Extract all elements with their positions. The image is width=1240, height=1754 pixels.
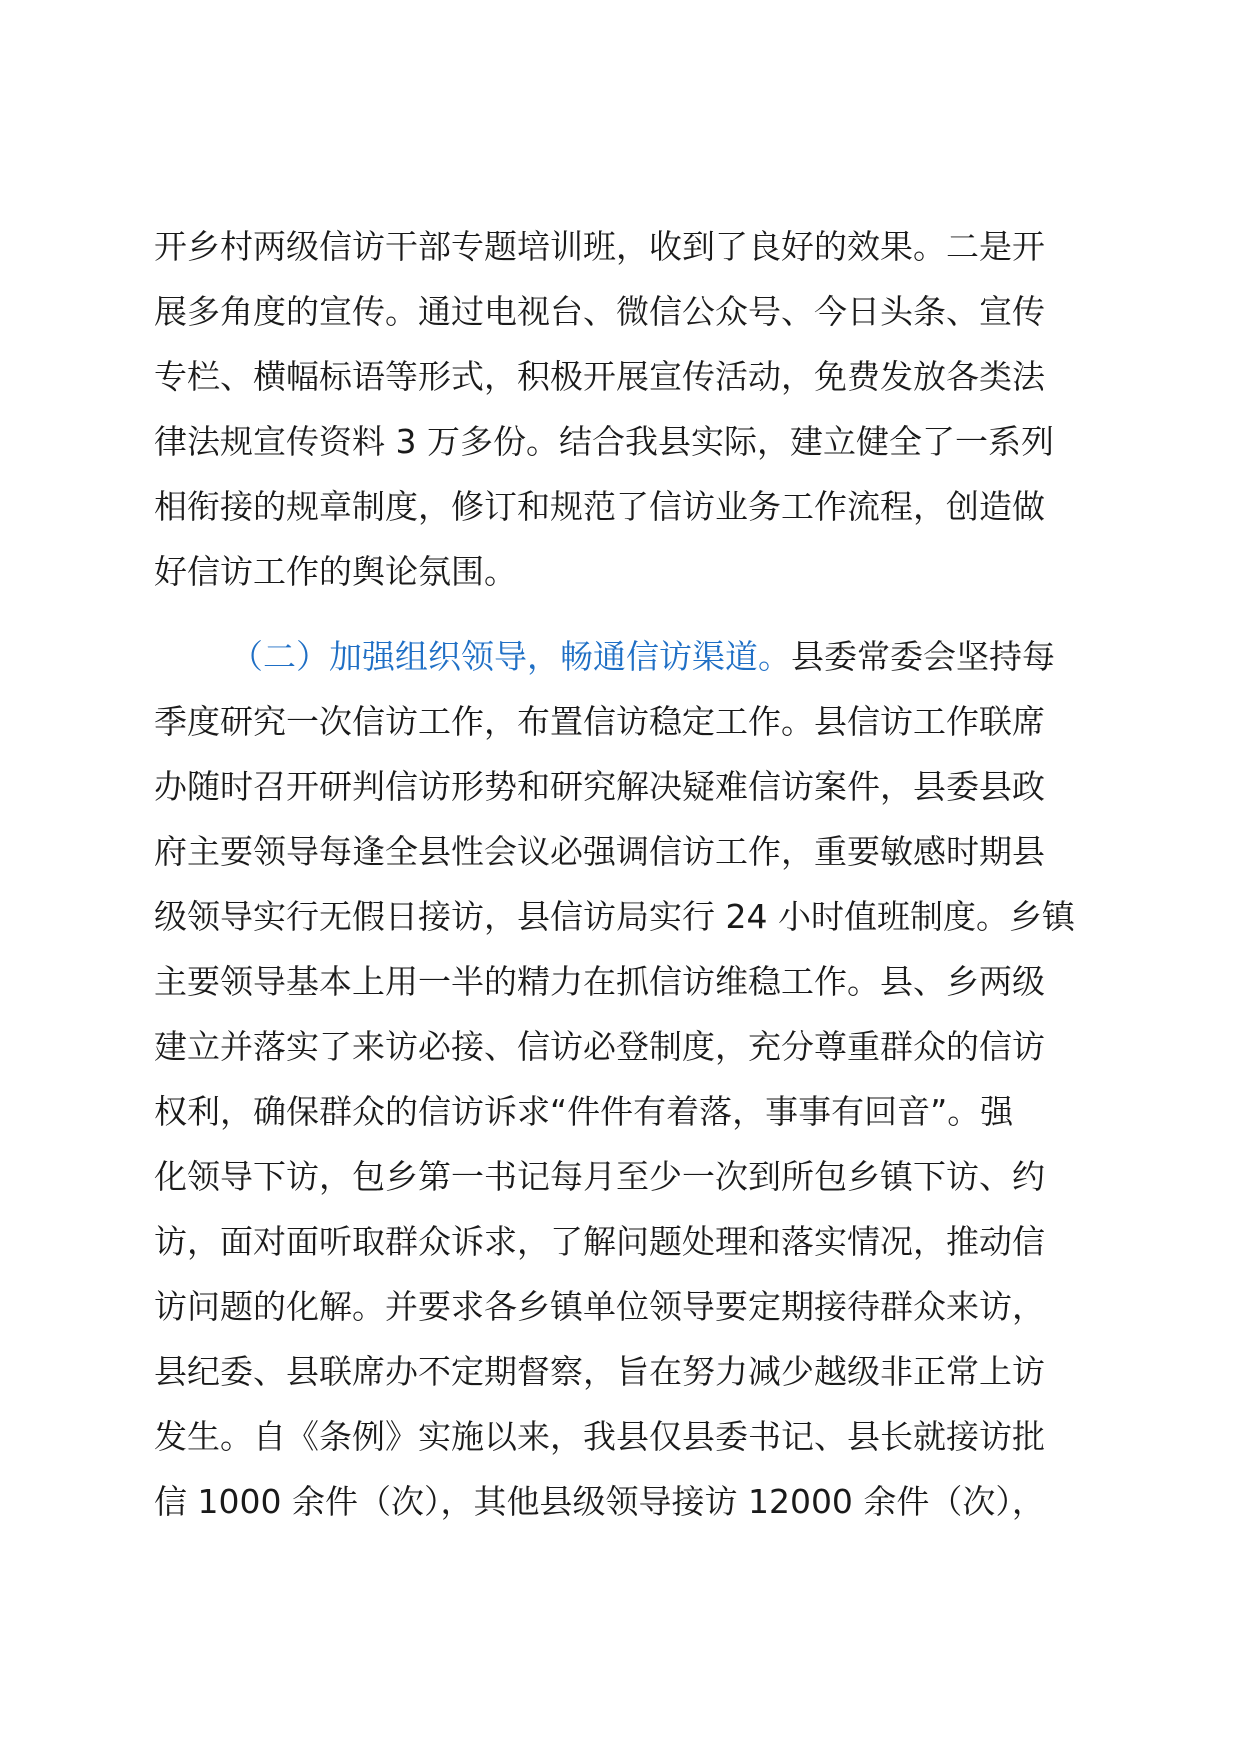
paragraph-line: 府主要领导每逢全县性会议必强调信访工作，重要敏感时期县	[154, 832, 1045, 871]
paragraph-line: 发生。自《条例》实施以来，我县仅县委书记、县长就接访批	[154, 1417, 1045, 1456]
paragraph-first-line	[154, 624, 1094, 689]
paragraph-line: 好信访工作的舆论氛围。	[154, 552, 517, 591]
section-heading: （二）加强组织领导，畅通信访渠道。	[230, 637, 791, 676]
paragraph-line: 专栏、横幅标语等形式，积极开展宣传活动，免费发放各类法	[154, 357, 1045, 396]
paragraph-line: 办随时召开研判信访形势和研究解决疑难信访案件，县委县政	[154, 767, 1045, 806]
paragraph-2	[154, 624, 1094, 1534]
paragraph-line: 主要领导基本上用一半的精力在抓信访维稳工作。县、乡两级	[154, 962, 1045, 1001]
paragraph-line: 权利，确保群众的信访诉求“件件有着落，事事有回音”。强	[154, 1092, 1014, 1131]
paragraph-line: 级领导实行无假日接访，县信访局实行 24 小时值班制度。乡镇	[154, 897, 1075, 936]
paragraph-line: 相衔接的规章制度，修订和规范了信访业务工作流程，创造做	[154, 487, 1045, 526]
paragraph-line: 展多角度的宣传。通过电视台、微信公众号、今日头条、宣传	[154, 292, 1045, 331]
paragraph-line: 县纪委、县联席办不定期督察，旨在努力减少越级非正常上访	[154, 1352, 1045, 1391]
paragraph-line: 建立并落实了来访必接、信访必登制度，充分尊重群众的信访	[154, 1027, 1045, 1066]
paragraph-line: 开乡村两级信访干部专题培训班，收到了良好的效果。二是开	[154, 227, 1045, 266]
paragraph-line: 季度研究一次信访工作，布置信访稳定工作。县信访工作联席	[154, 702, 1045, 741]
paragraph-line: 律法规宣传资料 3 万多份。结合我县实际，建立健全了一系列	[154, 422, 1054, 461]
paragraph-line: 信 1000 余件（次），其他县级领导接访 12000 余件（次），	[154, 1482, 1045, 1521]
paragraph-line: 化领导下访，包乡第一书记每月至少一次到所包乡镇下访、约	[154, 1157, 1045, 1196]
heading-line-rest: 县委常委会坚持每	[791, 637, 1055, 676]
paragraph-line: 访问题的化解。并要求各乡镇单位领导要定期接待群众来访，	[154, 1287, 1045, 1326]
paragraph-1	[154, 214, 1094, 604]
paragraph-line: 访，面对面听取群众诉求，了解问题处理和落实情况，推动信	[154, 1222, 1045, 1261]
